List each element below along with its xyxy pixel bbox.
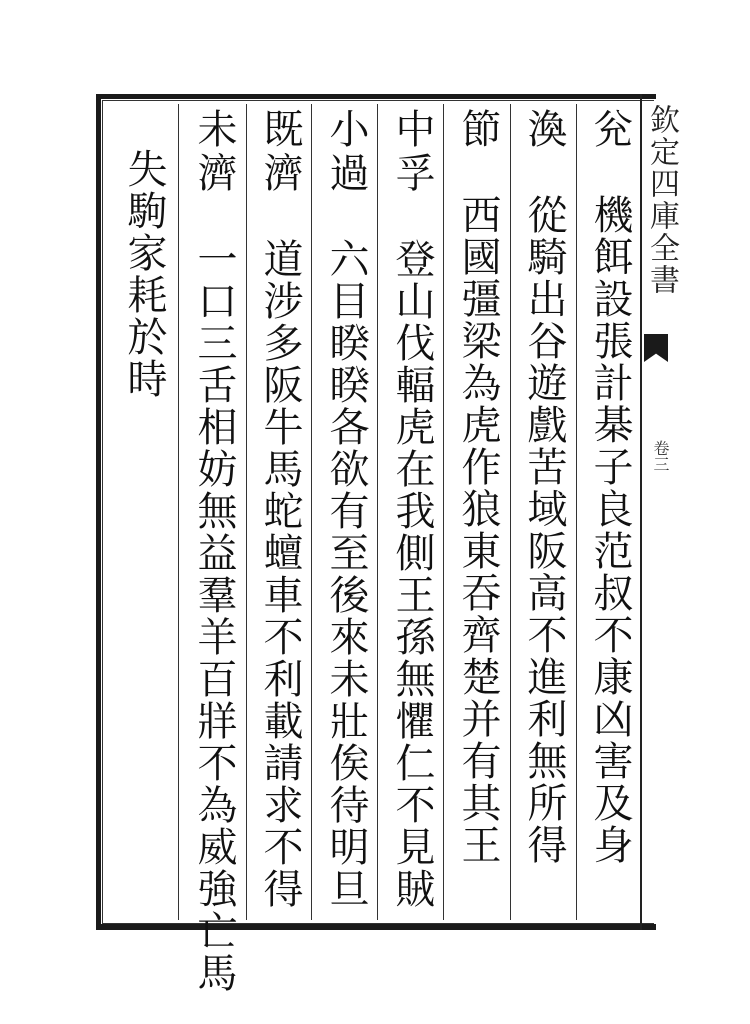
hexagram-name: 既濟 — [257, 108, 303, 196]
hexagram-name: 小過 — [323, 108, 369, 196]
page-frame-inner — [102, 100, 654, 924]
column-rule — [510, 104, 511, 920]
column-rule — [311, 104, 312, 920]
banxin-edge — [640, 94, 642, 930]
column-rule — [178, 104, 179, 920]
verse-text: 一口三舌相妨無益羣羊百牂不為威強亡馬 — [191, 238, 237, 994]
text-column-huan — [522, 108, 566, 916]
banxin-title: 欽定四庫全書 — [644, 104, 679, 296]
text-column-continuation — [122, 148, 166, 956]
verse-text: 從騎出谷遊戲苦域阪高不進利無所得 — [521, 194, 567, 866]
hexagram-name: 渙 — [521, 108, 567, 152]
text-column-jiji — [258, 108, 302, 916]
hexagram-name: 節 — [455, 108, 501, 152]
verse-text: 西國彊梁為虎作狼東吞齊楚并有其王 — [455, 194, 501, 866]
verse-text: 道涉多阪牛馬蛇蟺車不利載請求不得 — [257, 238, 303, 910]
verse-text: 機餌設張計棊子良范叔不康凶害及身 — [587, 194, 633, 866]
text-column-xiaoguo — [324, 108, 368, 916]
column-rule — [443, 104, 444, 920]
column-rule — [377, 104, 378, 920]
hexagram-name: 未濟 — [191, 108, 237, 196]
verse-text: 失駒家耗於時 — [121, 148, 167, 400]
column-rule — [246, 104, 247, 920]
fishtail-mark — [644, 334, 668, 362]
column-rule — [576, 104, 577, 920]
text-column-jie — [456, 108, 500, 916]
text-column-dui — [588, 108, 632, 916]
text-column-weiji — [191, 108, 237, 994]
hexagram-name: 中孚 — [389, 108, 435, 196]
verse-text: 登山伐輻虎在我側王孫無懼仁不見賊 — [389, 238, 435, 910]
text-column-zhongfu — [390, 108, 434, 916]
hexagram-name: 兊 — [587, 108, 633, 152]
verse-text: 六目睽睽各欲有至後來未壯俟待明旦 — [323, 238, 369, 910]
banxin-juan: 卷三 — [651, 440, 670, 472]
